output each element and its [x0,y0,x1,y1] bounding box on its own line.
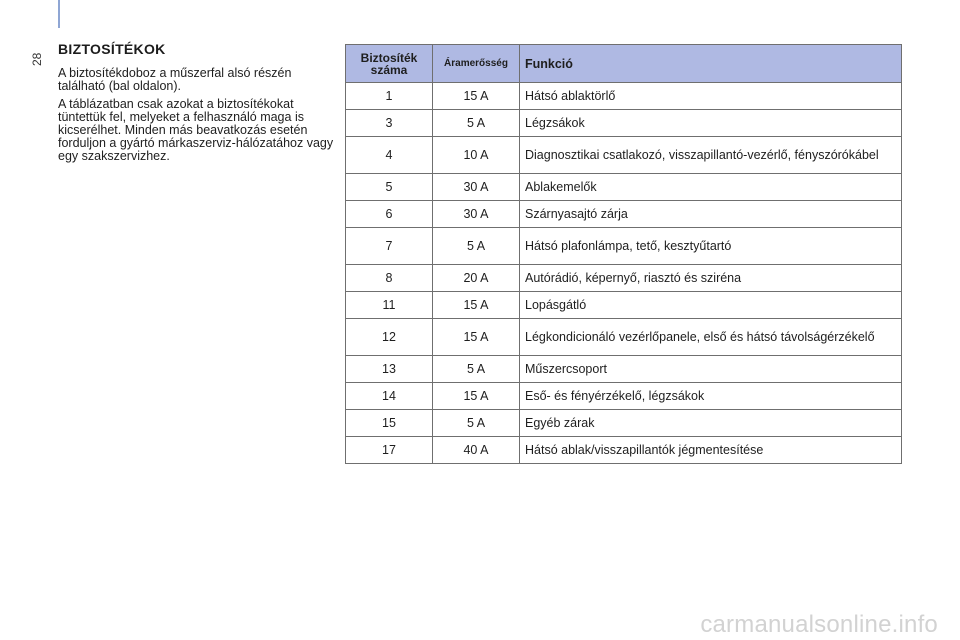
fuse-function: Autórádió, képernyő, riasztó és sziréna [520,265,902,292]
table-row [346,356,902,383]
fuse-amperage: 15 A [433,83,520,110]
fuse-number: 7 [346,228,433,265]
table-row [346,228,902,265]
fuse-amperage: 5 A [433,410,520,437]
fuse-table-header-row [346,45,902,83]
fuse-amperage: 30 A [433,201,520,228]
table-row [346,319,902,356]
fuse-function: Lopásgátló [520,292,902,319]
header-function: Funkció [520,45,902,83]
fuse-number: 5 [346,174,433,201]
fuse-function: Egyéb zárak [520,410,902,437]
table-row [346,292,902,319]
table-row [346,265,902,292]
fuse-table [345,44,902,464]
fuse-function: Légzsákok [520,110,902,137]
fuse-function: Műszercsoport [520,356,902,383]
fuse-function: Hátsó ablak/visszapillantók jégmentesítése [520,437,902,464]
fuse-number: 13 [346,356,433,383]
fuse-amperage: 5 A [433,110,520,137]
fuse-amperage: 40 A [433,437,520,464]
fuse-amperage: 30 A [433,174,520,201]
fuse-amperage: 5 A [433,228,520,265]
fuse-amperage: 10 A [433,137,520,174]
fuse-number: 8 [346,265,433,292]
header-amperage: Áramerősség [433,45,520,83]
fuse-function: Szárnyasajtó zárja [520,201,902,228]
intro-paragraph-service: A táblázatban csak azokat a biztosítékokat tüntettük fel, melyeket a felhasználó maga is kicserélhet. Minden más beavatkozás esetén forduljon a gyártó márkaszerviz-hálózatához vagy egy szakszervizhez. [58,97,334,163]
fuse-function: Hátsó ablaktörlő [520,83,902,110]
fuse-number: 3 [346,110,433,137]
fuse-function: Légkondicionáló vezérlőpanele, első és hátsó távolságérzékelő [520,319,902,356]
fuse-function: Ablakemelők [520,174,902,201]
fuse-number: 6 [346,201,433,228]
fuse-number: 1 [346,83,433,110]
fuse-amperage: 15 A [433,383,520,410]
header-fuse-number: Biztosíték száma [346,45,433,83]
fuse-function: Hátsó plafonlámpa, tető, kesztyűtartó [520,228,902,265]
fuse-amperage: 20 A [433,265,520,292]
table-row [346,137,902,174]
fuse-amperage: 15 A [433,319,520,356]
fuse-function: Diagnosztikai csatlakozó, visszapillantó-vezérlő, fényszórókábel [520,137,902,174]
page-margin-line [58,0,60,28]
fuse-number: 12 [346,319,433,356]
table-row [346,383,902,410]
table-row [346,174,902,201]
fuse-number: 15 [346,410,433,437]
fuse-number: 4 [346,137,433,174]
table-row [346,437,902,464]
table-row [346,410,902,437]
fuse-function: Eső- és fényérzékelő, légzsákok [520,383,902,410]
fuse-number: 14 [346,383,433,410]
fuse-amperage: 15 A [433,292,520,319]
site-watermark: carmanualsonline.info [700,611,938,638]
intro-text [58,67,338,168]
fuse-amperage: 5 A [433,356,520,383]
table-row [346,110,902,137]
fuse-number: 11 [346,292,433,319]
fuse-number: 17 [346,437,433,464]
page-number: 28 [30,52,44,66]
table-row [346,83,902,110]
intro-paragraph-location: A biztosítékdoboz a műszerfal alsó részén található (bal oldalon). [58,66,292,93]
section-title: BIZTOSÍTÉKOK [58,41,166,57]
table-row [346,201,902,228]
